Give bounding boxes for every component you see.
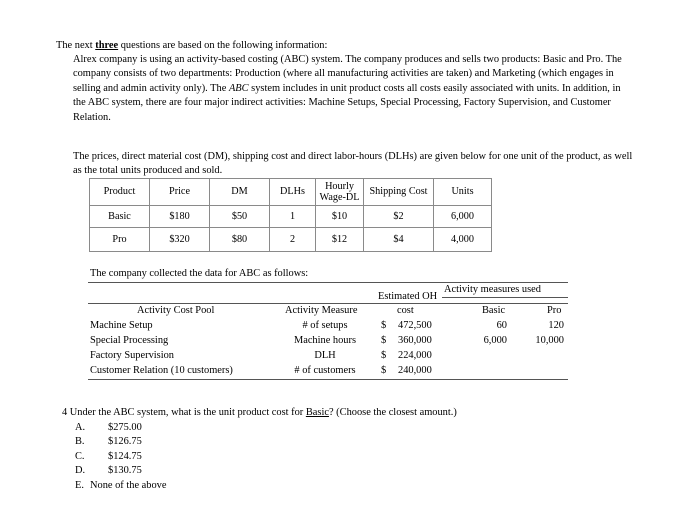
question-prefix: 4 Under the ABC system, what is the unit product cost for — [62, 407, 306, 418]
cell-pro: 10,000 — [535, 335, 564, 346]
cell-wage: $10 — [316, 206, 364, 228]
prices-intro: The prices, direct material cost (DM), shipping cost and direct labor-hours (DLHs) are given below for one unit of the product, as well as the total units produced and sold. — [73, 151, 633, 176]
cell-measure: # of setups — [302, 320, 348, 331]
cell-units: 4,000 — [434, 228, 492, 252]
option-letter: D. — [75, 465, 86, 476]
option-text: $124.75 — [108, 451, 142, 462]
cell-pool: Special Processing — [90, 335, 169, 346]
cell-currency: $ — [381, 335, 387, 346]
header-wage-line1: Hourly — [325, 180, 354, 192]
header-price: Price — [150, 179, 210, 206]
cell-product: Basic — [90, 206, 150, 228]
intro-prefix: The next — [56, 40, 96, 51]
company-info-abc: ABC — [228, 82, 249, 94]
company-info-part2: system includes in unit product costs all costs easily associated with units. In addition, in the ABC system, there are four major indirect activities: Machine Setups, Special Processing, Factory Supervision, and Customer Relation. — [73, 82, 621, 123]
header-hourly-wage — [316, 179, 364, 206]
option-letter: C. — [75, 451, 85, 462]
abc-header-rule — [88, 303, 568, 304]
abc-top-rule — [88, 282, 568, 283]
cell-cost: 360,000 — [398, 335, 432, 346]
table-row — [90, 228, 492, 252]
header-basic: Basic — [482, 305, 506, 316]
cell-price: $180 — [150, 206, 210, 228]
product-table-header — [90, 179, 492, 206]
cell-measure: Machine hours — [293, 335, 357, 346]
header-units: Units — [434, 179, 492, 206]
cell-pro: 120 — [548, 320, 564, 331]
option-text: $275.00 — [108, 422, 142, 433]
header-shipping: Shipping Cost — [364, 179, 434, 206]
header-cost: cost — [397, 305, 414, 316]
table-row — [90, 206, 492, 228]
cell-currency: $ — [381, 365, 387, 376]
intro-line — [56, 40, 327, 51]
header-product: Product — [90, 179, 150, 206]
cell-basic: 6,000 — [483, 335, 507, 346]
company-info-paragraph — [73, 53, 633, 125]
question-underlined: Basic — [305, 407, 329, 418]
cell-basic: 60 — [496, 320, 507, 331]
cell-pool: Customer Relation (10 customers) — [90, 365, 233, 376]
header-measures-used: Activity measures used — [444, 284, 541, 295]
cell-cost: 240,000 — [398, 365, 432, 376]
header-wage-line2: Wage-DL — [319, 192, 360, 203]
option-text: $130.75 — [108, 465, 142, 476]
cell-shipping: $2 — [364, 206, 434, 228]
intro-emphasis: three — [95, 40, 119, 51]
cell-currency: $ — [381, 320, 387, 331]
cell-pool: Machine Setup — [90, 320, 153, 331]
product-table — [89, 178, 492, 252]
header-dm: DM — [210, 179, 270, 206]
header-pro: Pro — [547, 305, 562, 316]
abc-bottom-rule — [88, 379, 568, 380]
option-letter: B. — [75, 436, 85, 447]
cell-price: $320 — [150, 228, 210, 252]
company-info-part1: Alrex company is using an activity-based costing (ABC) system. The company produces and sells two products: Basic and Pro. The company consists of two departments: Production (where all manufacturing activities are taken) and Marketing (which engages in selling and admin activity only). The — [73, 54, 622, 94]
option-text: $126.75 — [108, 436, 142, 447]
question-suffix: ? (Choose the closest amount.) — [328, 407, 457, 418]
header-estimated-oh: Estimated OH — [378, 291, 438, 302]
cell-wage: $12 — [316, 228, 364, 252]
header-dlhs: DLHs — [270, 179, 316, 206]
cell-shipping: $4 — [364, 228, 434, 252]
header-measure: Activity Measure — [285, 305, 358, 316]
cell-dlhs: 2 — [270, 228, 316, 252]
cell-currency: $ — [381, 350, 387, 361]
intro-suffix: questions are based on the following information: — [118, 40, 328, 51]
cell-product: Pro — [90, 228, 150, 252]
cell-cost: 224,000 — [398, 350, 432, 361]
cell-dm: $50 — [210, 206, 270, 228]
option-letter: E. — [75, 480, 84, 491]
cell-measure: DLH — [314, 350, 336, 361]
cell-units: 6,000 — [434, 206, 492, 228]
header-pool: Activity Cost Pool — [137, 305, 215, 316]
abc-intro: The company collected the data for ABC as follows: — [90, 268, 309, 279]
cell-cost: 472,500 — [398, 320, 432, 331]
question-text — [62, 407, 457, 418]
measures-rule — [442, 297, 568, 298]
option-letter: A. — [75, 422, 86, 433]
cell-measure: # of customers — [294, 365, 356, 376]
option-text: None of the above — [90, 480, 167, 491]
cell-pool: Factory Supervision — [90, 350, 174, 361]
cell-dm: $80 — [210, 228, 270, 252]
cell-dlhs: 1 — [270, 206, 316, 228]
